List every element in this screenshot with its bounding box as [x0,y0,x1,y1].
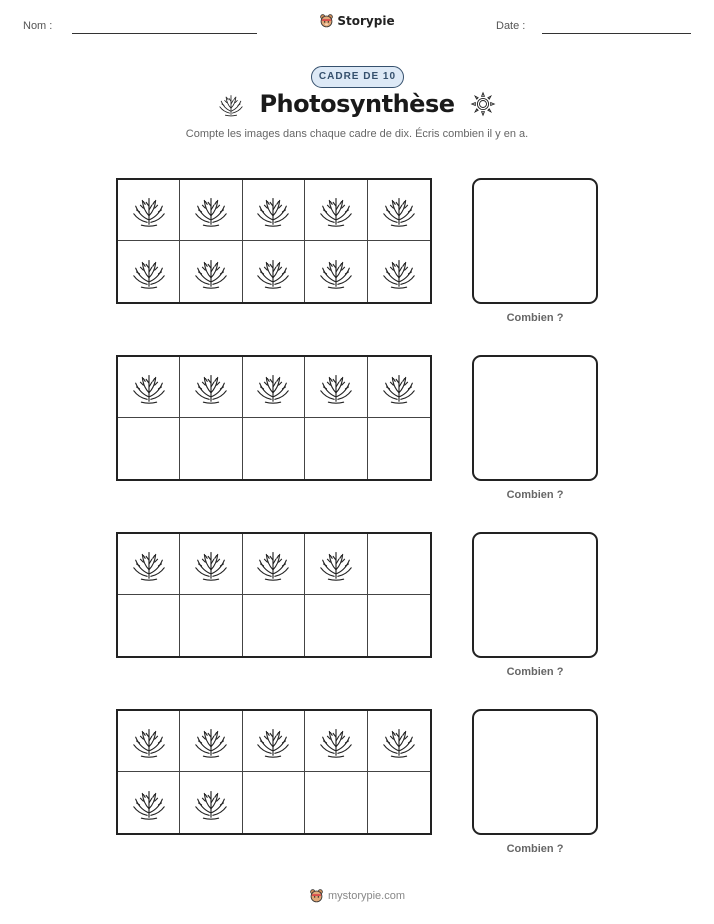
brand-logo [0,13,714,31]
frame-cell [368,595,430,656]
frame-cell [305,180,367,241]
frame-cell [305,772,367,833]
frame-cell [368,418,430,479]
page-title: Photosynthèse [259,90,455,118]
frame-cell [180,595,242,656]
frame-cell [243,772,305,833]
bear-mascot-icon [309,888,324,903]
frame-cell [180,418,242,479]
ten-frame-2 [116,355,432,481]
coral-icon [317,367,355,407]
coral-icon [192,783,230,823]
bear-mascot-icon [319,13,334,28]
frame-cell [180,357,242,418]
coral-icon [130,367,168,407]
frame-cell [305,711,367,772]
instructions: Compte les images dans chaque cadre de dix. Écris combien il y en a. [185,128,529,140]
ten-frame-4 [116,709,432,835]
coral-icon [317,190,355,230]
frame-cell [118,772,180,833]
title-row [0,90,714,123]
coral-icon [380,367,418,407]
frame-cell [243,241,305,302]
frame-cell [305,534,367,595]
frame-cell [368,772,430,833]
frame-cell [305,595,367,656]
coral-icon [254,544,292,584]
coral-icon [317,544,355,584]
combien-label-2: Combien ? [506,489,564,501]
frame-cell [368,357,430,418]
frame-cell [180,534,242,595]
coral-icon [192,190,230,230]
ten-frame-1 [116,178,432,304]
frame-cell [243,534,305,595]
answer-box-4[interactable] [472,709,598,835]
coral-icon [192,252,230,292]
frame-cell [118,357,180,418]
coral-icon [380,721,418,761]
frame-cell [118,180,180,241]
frame-cell [118,711,180,772]
coral-icon [130,190,168,230]
frame-cell [305,357,367,418]
frame-cell [305,241,367,302]
ten-frame-3 [116,532,432,658]
coral-icon [192,721,230,761]
frame-cell [368,241,430,302]
frame-cell [118,595,180,656]
frame-cell [243,357,305,418]
frame-cell [118,418,180,479]
coral-icon [380,190,418,230]
footer [0,888,714,906]
frame-cell [368,711,430,772]
coral-icon [380,252,418,292]
answer-box-2[interactable] [472,355,598,481]
frame-cell [118,534,180,595]
worksheet-type-badge: CADRE DE 10 [311,66,404,88]
frame-cell [305,418,367,479]
name-label: Nom : [23,20,53,32]
sun-icon [469,90,497,118]
footer-url: mystorypie.com [327,889,406,902]
coral-icon [317,252,355,292]
name-line[interactable] [72,33,257,34]
coral-icon [254,252,292,292]
combien-label-3: Combien ? [506,666,564,678]
brand-name: Storypie [337,13,395,28]
combien-label-1: Combien ? [506,312,564,324]
coral-icon [217,90,245,118]
coral-icon [130,544,168,584]
date-label: Date : [496,20,526,32]
frame-cell [243,180,305,241]
frame-cell [180,241,242,302]
coral-icon [130,721,168,761]
frame-cell [368,180,430,241]
coral-icon [130,783,168,823]
frame-cell [243,418,305,479]
frame-cell [243,595,305,656]
frame-cell [180,772,242,833]
frame-cell [180,180,242,241]
combien-label-4: Combien ? [506,843,564,855]
coral-icon [130,252,168,292]
coral-icon [192,544,230,584]
coral-icon [192,367,230,407]
frame-cell [118,241,180,302]
frame-cell [180,711,242,772]
frame-cell [368,534,430,595]
answer-box-1[interactable] [472,178,598,304]
date-line[interactable] [542,33,691,34]
answer-box-3[interactable] [472,532,598,658]
coral-icon [254,190,292,230]
coral-icon [317,721,355,761]
coral-icon [254,721,292,761]
coral-icon [254,367,292,407]
frame-cell [243,711,305,772]
